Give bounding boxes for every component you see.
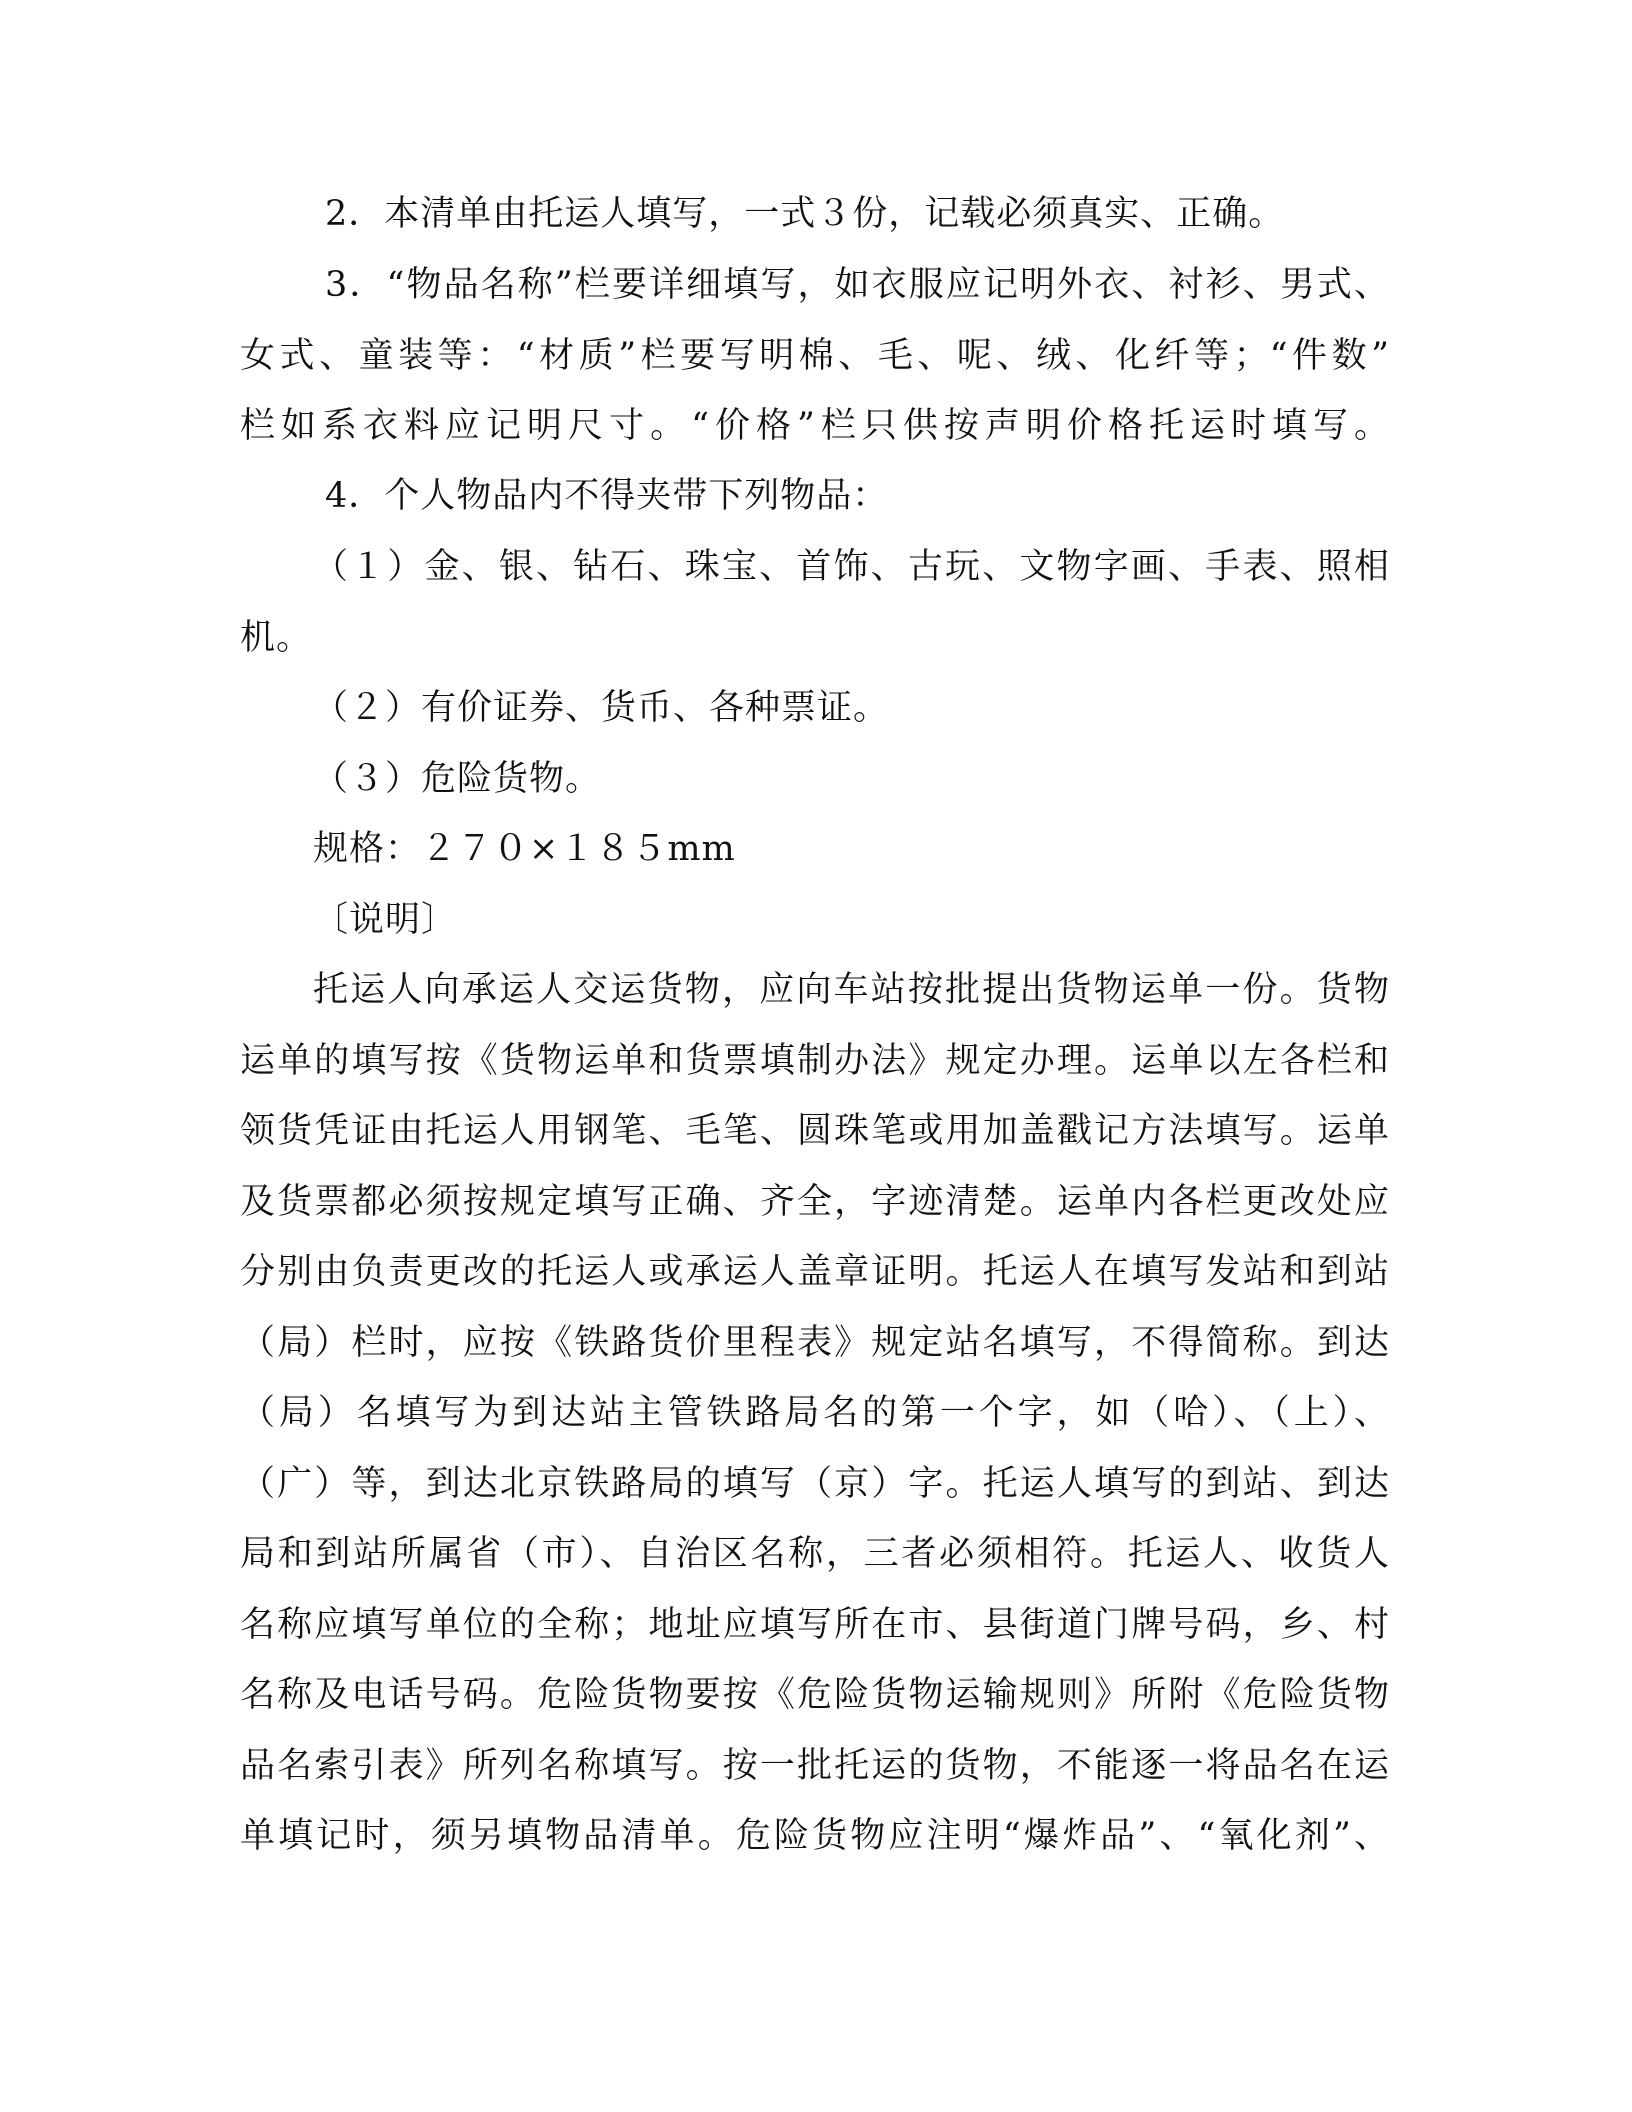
explanation-line-12: 品名索引表》所列名称填写。按一批托运的货物，不能逐一将品名在运	[240, 1746, 1390, 1786]
explanation-line-5: 分别由负责更改的托运人或承运人盖章证明。托运人在填写发站和到站	[240, 1252, 1390, 1292]
paragraph-line-2: 3．“物品名称”栏要详细填写，如衣服应记明外衣、衬衫、男式、	[325, 265, 1390, 305]
explanation-line-8: （广）等，到达北京铁路局的填写（京）字。托运人填写的到站、到达	[240, 1464, 1390, 1504]
explanation-line-13: 单填记时，须另填物品清单。危险货物应注明“爆炸品”、“氧化剂”、	[240, 1816, 1390, 1856]
section-heading-explanation: 〔说明〕	[313, 900, 458, 940]
list-item-1-line-1: （１）金、银、钻石、珠宝、首饰、古玩、文物字画、手表、照相	[313, 547, 1390, 587]
explanation-line-9: 局和到站所属省（市）、自治区名称，三者必须相符。托运人、收货人	[240, 1534, 1390, 1574]
paragraph-line-3: 女式、童装等：“材质”栏要写明棉、毛、呢、绒、化纤等；“件数”	[240, 336, 1390, 376]
paragraph-line-1: 2．本清单由托运人填写，一式３份，记载必须真实、正确。	[325, 194, 1285, 234]
list-item-1-line-2: 机。	[240, 618, 313, 658]
specification-line: 规格：２７０×１８５mm	[313, 829, 736, 869]
explanation-line-11: 名称及电话号码。危险货物要按《危险货物运输规则》所附《危险货物	[240, 1675, 1390, 1715]
list-item-3: （３）危险货物。	[313, 759, 602, 799]
paragraph-line-4: 栏如系衣料应记明尺寸。“价格”栏只供按声明价格托运时填写。	[240, 406, 1390, 446]
explanation-line-3: 领货凭证由托运人用钢笔、毛笔、圆珠笔或用加盖戳记方法填写。运单	[240, 1111, 1390, 1151]
explanation-line-2: 运单的填写按《货物运单和货票填制办法》规定办理。运单以左各栏和	[240, 1041, 1390, 1081]
explanation-line-4: 及货票都必须按规定填写正确、齐全，字迹清楚。运单内各栏更改处应	[240, 1182, 1390, 1222]
explanation-line-1: 托运人向承运人交运货物，应向车站按批提出货物运单一份。货物	[313, 970, 1390, 1010]
explanation-line-7: （局）名填写为到达站主管铁路局名的第一个字，如（哈）、（上）、	[240, 1393, 1390, 1433]
paragraph-line-5: 4．个人物品内不得夹带下列物品：	[325, 476, 889, 516]
explanation-line-10: 名称应填写单位的全称；地址应填写所在市、县街道门牌号码，乡、村	[240, 1605, 1390, 1645]
list-item-2: （２）有价证券、货币、各种票证。	[313, 688, 890, 728]
explanation-line-6: （局）栏时，应按《铁路货价里程表》规定站名填写，不得简称。到达	[240, 1323, 1390, 1363]
